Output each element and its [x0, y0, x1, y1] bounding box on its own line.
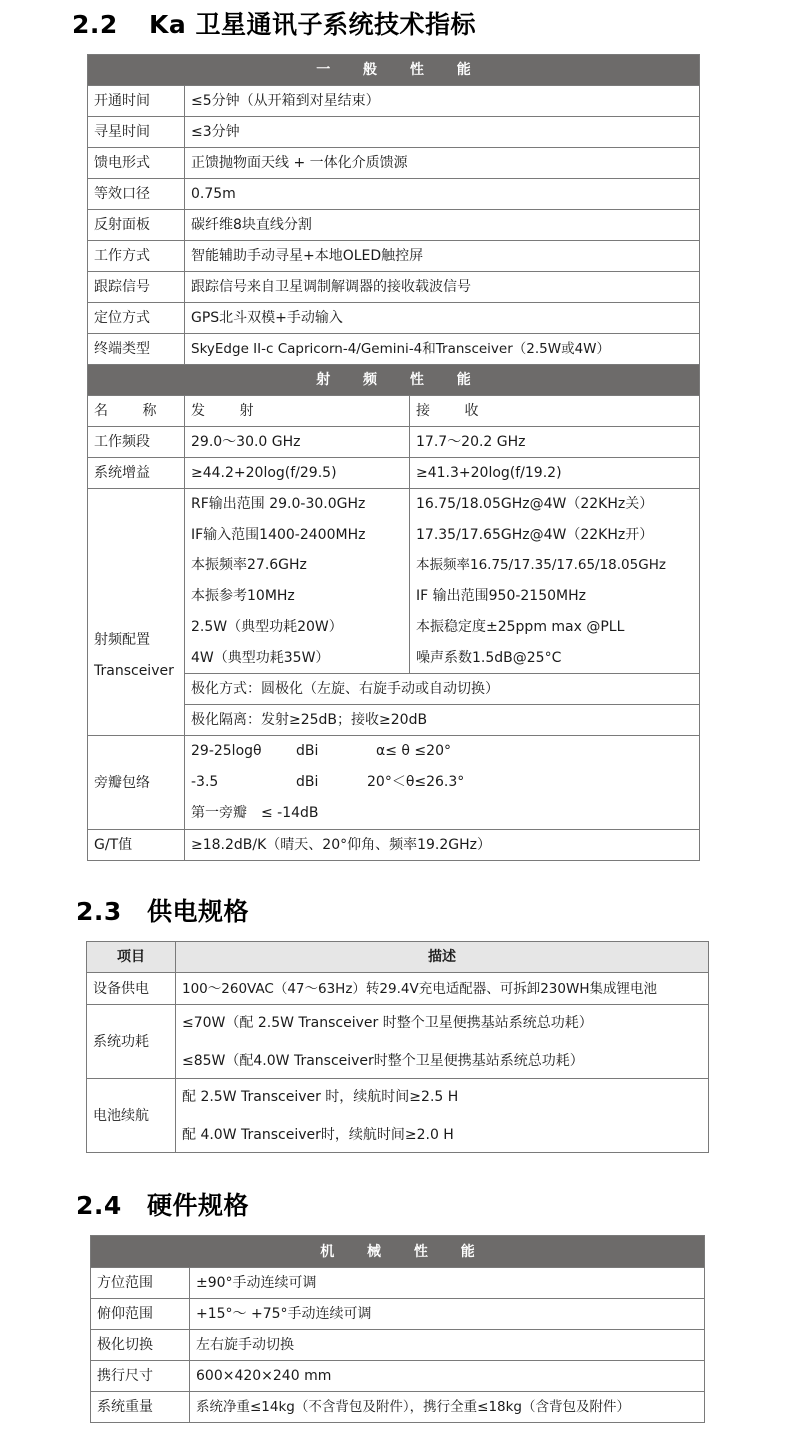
- rf-band-header: 射 频 性 能: [88, 365, 700, 396]
- row-label: 馈电形式: [88, 148, 185, 179]
- row-value: +15°～ +75°手动连续可调: [190, 1299, 705, 1330]
- row-label: 系统重量: [91, 1392, 190, 1423]
- battery-value: [176, 1079, 709, 1153]
- rx-spec-line: 17.35/17.65GHz@4W（22KHz开）: [416, 526, 654, 543]
- name-label: 名 称: [88, 396, 185, 427]
- rf-config-label: [88, 489, 185, 736]
- tx-gain-value: ≥44.2+20log(f/29.5): [185, 458, 410, 489]
- rf-config-rx: [410, 489, 700, 674]
- row-label: 俯仰范围: [91, 1299, 190, 1330]
- section-heading-2-2: [72, 5, 476, 41]
- row-value: 左右旋手动切换: [190, 1330, 705, 1361]
- battery-line: 配 4.0W Transceiver时，续航时间≥2.0 H: [182, 1126, 454, 1143]
- section-title: 供电规格: [147, 897, 250, 926]
- sidelobe-line: [191, 798, 699, 829]
- row-label: 跟踪信号: [88, 272, 185, 303]
- row-value: ≤5分钟（从开箱到对星结束）: [185, 86, 700, 117]
- section-number: 2.2: [72, 10, 118, 39]
- row-value: 碳纤维8块直线分割: [185, 210, 700, 241]
- row-value: 0.75m: [185, 179, 700, 210]
- battery-line: 配 2.5W Transceiver 时，续航时间≥2.5 H: [182, 1088, 459, 1105]
- row-label: 终端类型: [88, 334, 185, 365]
- gt-value: ≥18.2dB/K（晴天、20°仰角、频率19.2GHz）: [185, 830, 700, 861]
- sidelobe-unit: dBi: [296, 774, 319, 791]
- section-number: 2.4: [76, 1191, 122, 1220]
- rx-gain-value: ≥41.3+20log(f/19.2): [410, 458, 700, 489]
- section-number: 2.3: [76, 897, 122, 926]
- row-value: 智能辅助手动寻星+本地OLED触控屏: [185, 241, 700, 272]
- tx-spec-line: 本振参考10MHz: [191, 588, 295, 605]
- row-value: 跟踪信号来自卫星调制解调器的接收载波信号: [185, 272, 700, 303]
- tx-spec-line: IF输入范围1400-2400MHz: [191, 526, 366, 543]
- row-value: 系统净重≤14kg（不含背包及附件），携行全重≤18kg（含背包及附件）: [190, 1392, 705, 1423]
- power-line: ≤70W（配 2.5W Transceiver 时整个卫星便携基站系统总功耗）: [182, 1014, 593, 1031]
- rx-band-value: 17.7～20.2 GHz: [410, 427, 700, 458]
- section-heading-2-4: [76, 1186, 249, 1222]
- row-value: ≤3分钟: [185, 117, 700, 148]
- section-heading-2-3: [76, 892, 249, 928]
- section-title: Ka 卫星通讯子系统技术指标: [149, 10, 476, 39]
- polarization-isolation: 极化隔离：发射≥25dB；接收≥20dB: [185, 705, 700, 736]
- sidelobe-line: [191, 736, 699, 767]
- row-value: GPS北斗双模+手动输入: [185, 303, 700, 334]
- rx-spec-line: IF 输出范围950-2150MHz: [416, 588, 586, 605]
- tx-column-header: 发 射: [185, 396, 410, 427]
- row-value: 600×420×240 mm: [190, 1361, 705, 1392]
- row-value: SkyEdge II-c Capricorn-4/Gemini-4和Transceiver（2.5W或4W）: [185, 334, 700, 365]
- section-title: 硬件规格: [147, 1191, 250, 1220]
- supply-label: 设备供电: [87, 973, 176, 1005]
- rx-spec-line: 噪声系数1.5dB@25°C: [416, 649, 562, 666]
- row-label: 方位范围: [91, 1268, 190, 1299]
- row-value: ±90°手动连续可调: [190, 1268, 705, 1299]
- rx-spec-line: 本振频率16.75/17.35/17.65/18.05GHz: [416, 557, 666, 574]
- battery-label: 电池续航: [87, 1079, 176, 1153]
- tx-spec-line: 本振频率27.6GHz: [191, 557, 307, 574]
- power-value: [176, 1005, 709, 1079]
- general-band-header: 一 般 性 能: [88, 55, 700, 86]
- col-header-desc: 描述: [176, 942, 709, 973]
- mechanical-band-header: 机 械 性 能: [91, 1236, 705, 1268]
- power-spec-table: [86, 941, 709, 1153]
- row-label: 极化切换: [91, 1330, 190, 1361]
- supply-value: 100～260VAC（47～63Hz）转29.4V充电适配器、可拆卸230WH集成锂电池: [176, 973, 709, 1005]
- tx-spec-line: 2.5W（典型功耗20W）: [191, 618, 343, 635]
- tx-spec-line: 4W（典型功耗35W）: [191, 649, 330, 666]
- rx-column-header: 接 收: [410, 396, 700, 427]
- rf-config-label-line2: Transceiver: [94, 663, 174, 680]
- row-label: 反射面板: [88, 210, 185, 241]
- band-label: 工作频段: [88, 427, 185, 458]
- rf-config-tx: [185, 489, 410, 674]
- hardware-spec-table: [90, 1235, 705, 1423]
- sidelobe-values: [185, 736, 700, 830]
- sidelobe-label: 旁瓣包络: [88, 736, 185, 830]
- sidelobe-line: [191, 767, 699, 798]
- tx-band-value: 29.0～30.0 GHz: [185, 427, 410, 458]
- sidelobe-formula: -3.5: [191, 774, 219, 791]
- sidelobe-range: 20°＜θ≤26.3°: [367, 774, 465, 791]
- row-value: 正馈抛物面天线 + 一体化介质馈源: [185, 148, 700, 179]
- tx-spec-line: RF输出范围 29.0-30.0GHz: [191, 496, 366, 512]
- row-label: 工作方式: [88, 241, 185, 272]
- sidelobe-unit: ≤ -14dB: [261, 805, 319, 822]
- rf-config-label-line1: 射频配置: [94, 632, 150, 649]
- power-label: 系统功耗: [87, 1005, 176, 1079]
- power-line: ≤85W（配4.0W Transceiver时整个卫星便携基站系统总功耗）: [182, 1052, 584, 1069]
- polarization-mode: 极化方式：圆极化（左旋、右旋手动或自动切换）: [185, 674, 700, 705]
- rx-spec-line: 16.75/18.05GHz@4W（22KHz关）: [416, 496, 654, 512]
- sidelobe-formula: 29-25logθ: [191, 743, 262, 760]
- row-label: 携行尺寸: [91, 1361, 190, 1392]
- row-label: 寻星时间: [88, 117, 185, 148]
- sidelobe-range: α≤ θ ≤20°: [376, 743, 451, 760]
- col-header-item: 项目: [87, 942, 176, 973]
- row-label: 等效口径: [88, 179, 185, 210]
- row-label: 开通时间: [88, 86, 185, 117]
- sidelobe-unit: dBi: [296, 743, 319, 760]
- gt-label: G/T值: [88, 830, 185, 861]
- row-label: 定位方式: [88, 303, 185, 334]
- sidelobe-formula: 第一旁瓣: [191, 805, 247, 822]
- ka-spec-table: [87, 54, 700, 861]
- gain-label: 系统增益: [88, 458, 185, 489]
- rx-spec-line: 本振稳定度±25ppm max @PLL: [416, 618, 625, 635]
